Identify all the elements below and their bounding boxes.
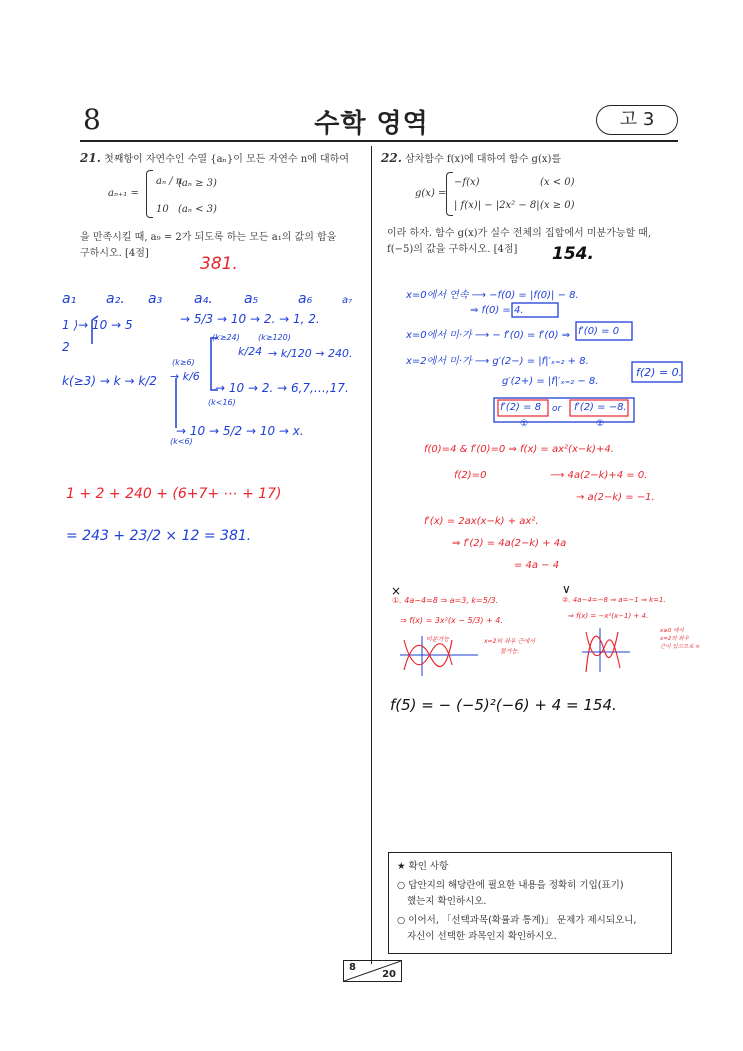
q22-note1b: 불가능.: [500, 648, 520, 655]
q22-case2-cond: (x ≥ 0): [540, 200, 575, 211]
q22-work-l2: x=0에서 미·가 ⟶ − f′(0) = f′(0) ⇒: [406, 330, 571, 341]
q22-case1-cond: (x < 0): [540, 177, 575, 188]
q22-case1-expr: −f(x): [454, 177, 480, 188]
q21-answer: 381.: [200, 254, 238, 274]
notice-item-2a: ○ 이어서, 「선택과목(확률과 통계)」 문제가 제시되오니,: [397, 915, 637, 926]
q21-sum-1: 1 + 2 + 240 + (6+7+ ⋯ + 17): [66, 486, 282, 502]
q22-work-r3c: = 4a − 4: [514, 560, 560, 571]
q22-work-c1: ①: [520, 419, 529, 429]
q21-k-over120: → k/120 → 240.: [268, 347, 353, 360]
grade-badge: 고 3: [596, 105, 678, 135]
q22-note1a: x=2의 좌우 근에서: [484, 638, 535, 645]
q22-case2b: ⇒ f(x) = −x²(x−1) + 4.: [568, 612, 649, 620]
q21-case1-cond: (aₙ ≥ 3): [178, 178, 217, 189]
q22-work-r1: f(0)=4 & f′(0)=0 ⇒ f(x) = ax²(x−k)+4.: [424, 444, 614, 455]
q21-number: 21.: [80, 151, 101, 165]
q22-answer: 154.: [552, 244, 594, 264]
q22-work-l3b: g′(2+) = |f|′ₓ₌₂ − 8.: [502, 376, 599, 387]
q21-stem: 첫째항이 자연수인 수열 {aₙ}이 모든 자연수 n에 대하여: [104, 154, 349, 165]
page-total: 20: [382, 969, 396, 980]
q21-ten-half: → 10 → 5/2 → 10 → x.: [176, 424, 304, 438]
q21-label-a1: a₁: [62, 291, 77, 307]
notice-item-1b: 했는지 확인하시오.: [407, 896, 487, 907]
q21-formula-lhs: aₙ₊₁ =: [108, 188, 139, 199]
subject-title: 수학 영역: [314, 109, 429, 139]
q21-case2-expr: 10: [156, 204, 169, 215]
notice-item-2b: 자신이 선택한 과목인지 확인하시오.: [407, 931, 557, 942]
q22-work-r3: f′(x) = 2ax(x−k) + ax².: [424, 516, 539, 527]
q22-work-l1: x=0에서 연속 ⟶ −f(0) = |f(0)| − 8.: [406, 290, 579, 301]
q22-note3b: x=2의 좌우: [660, 636, 690, 642]
q21-k-ge6: (k≥6): [172, 358, 195, 367]
q21-case1-expr: aₙ / n: [156, 176, 183, 187]
q22-lhs: g(x) =: [415, 188, 447, 199]
q21-line-frac: → 5/3 → 10 → 2. → 1, 2.: [180, 312, 320, 326]
q22-number: 22.: [381, 151, 402, 165]
q22-work-l1b: ⇒ f(0) = 4.: [470, 305, 524, 316]
q21-label-a4: a₄.: [194, 291, 213, 307]
q22-work-l4or: or: [552, 404, 562, 414]
q21-k-over24: k/24: [238, 345, 263, 358]
q21-label-a5: a₅: [244, 291, 259, 307]
q22-work-l4b: f′(2) = −8.: [574, 402, 627, 413]
q22-check-mark: ∨: [562, 582, 571, 596]
q21-label-a6: a₆: [298, 291, 313, 307]
q22-work-l3: x=2에서 미·가 ⟶ g′(2−) = |f|′ₓ₌₂ + 8.: [406, 356, 589, 367]
q21-case2-cond: (aₙ < 3): [178, 204, 217, 215]
q22-work-r2c: → a(2−k) = −1.: [576, 492, 655, 503]
q21-label-a7: a₇: [342, 295, 353, 306]
q21-k-lt16: (k<16): [208, 398, 236, 407]
q21-k-over6: → k/6: [170, 370, 200, 383]
q22-work-r2: f(2)=0: [454, 470, 487, 481]
q21-label-a2: a₂.: [106, 291, 125, 307]
q22-final-line: f(5) = − (−5)²(−6) + 4 = 154.: [390, 696, 617, 714]
notice-title: ★ 확인 사항: [397, 861, 449, 872]
q21-ten-two: → 10 → 2. → 6,7,…,17.: [215, 381, 349, 395]
q22-work-l2box: f′(0) = 0: [578, 326, 620, 337]
q21-k-ge24: (k≥24): [212, 333, 240, 342]
q22-work-r2b: ⟶ 4a(2−k)+4 = 0.: [550, 470, 648, 481]
q22-case2-expr: | f(x)| − |2x² − 8|: [454, 200, 540, 211]
q21-k-ge120: (k≥120): [258, 333, 291, 342]
q22-stem: 삼차함수 f(x)에 대하여 함수 g(x)를: [405, 154, 562, 165]
q21-line-b: 2: [62, 340, 70, 354]
q21-condition-2: 구하시오. [4점]: [80, 248, 149, 259]
q22-note2: 미분가능: [426, 636, 450, 643]
q22-work-l4a: f′(2) = 8: [500, 402, 542, 413]
q22-work-l3box: f(2) = 0.: [636, 366, 683, 379]
q21-label-a3: a₃: [148, 291, 163, 307]
q22-line-2: f(−5)의 값을 구하시오. [4점]: [387, 244, 518, 255]
q22-line-1: 이라 하자. 함수 g(x)가 실수 전체의 집합에서 미분가능할 때,: [387, 228, 652, 239]
q22-x-mark: ×: [391, 584, 402, 598]
q22-case1: ①. 4a−4=8 ⇒ a=3, k=5/3.: [392, 596, 499, 605]
page-number: 8: [83, 103, 101, 136]
q21-k-line: k(≥3) → k → k/2: [62, 374, 157, 388]
q21-sum-2: = 243 + 23/2 × 12 = 381.: [66, 528, 252, 544]
page-current: 8: [349, 962, 356, 973]
q22-case1b: ⇒ f(x) = 3x²(x − 5/3) + 4.: [400, 616, 503, 625]
page-indicator: [343, 960, 402, 982]
notice-box: [388, 852, 672, 954]
q22-note3c: 근이 있으므로 ×: [660, 644, 700, 650]
q22-work-r3b: ⇒ f′(2) = 4a(2−k) + 4a: [452, 538, 567, 549]
q21-condition-1: 을 만족시킬 때, a₉ = 2가 되도록 하는 모든 a₁의 값의 합을: [80, 232, 337, 243]
q21-k-lt6: (k<6): [170, 437, 193, 446]
q21-line-a: 1 ⟩→ 10 → 5: [62, 318, 133, 332]
notice-item-1a: ○ 답안지의 해당란에 필요한 내용을 정확히 기입(표기): [397, 880, 624, 891]
q22-case2: ②. 4a−4=−8 ⇒ a=−1 ⇒ k=1.: [562, 596, 666, 604]
q22-work-c2: ②: [596, 419, 605, 429]
q22-note3a: x≥0 에서: [660, 628, 684, 634]
